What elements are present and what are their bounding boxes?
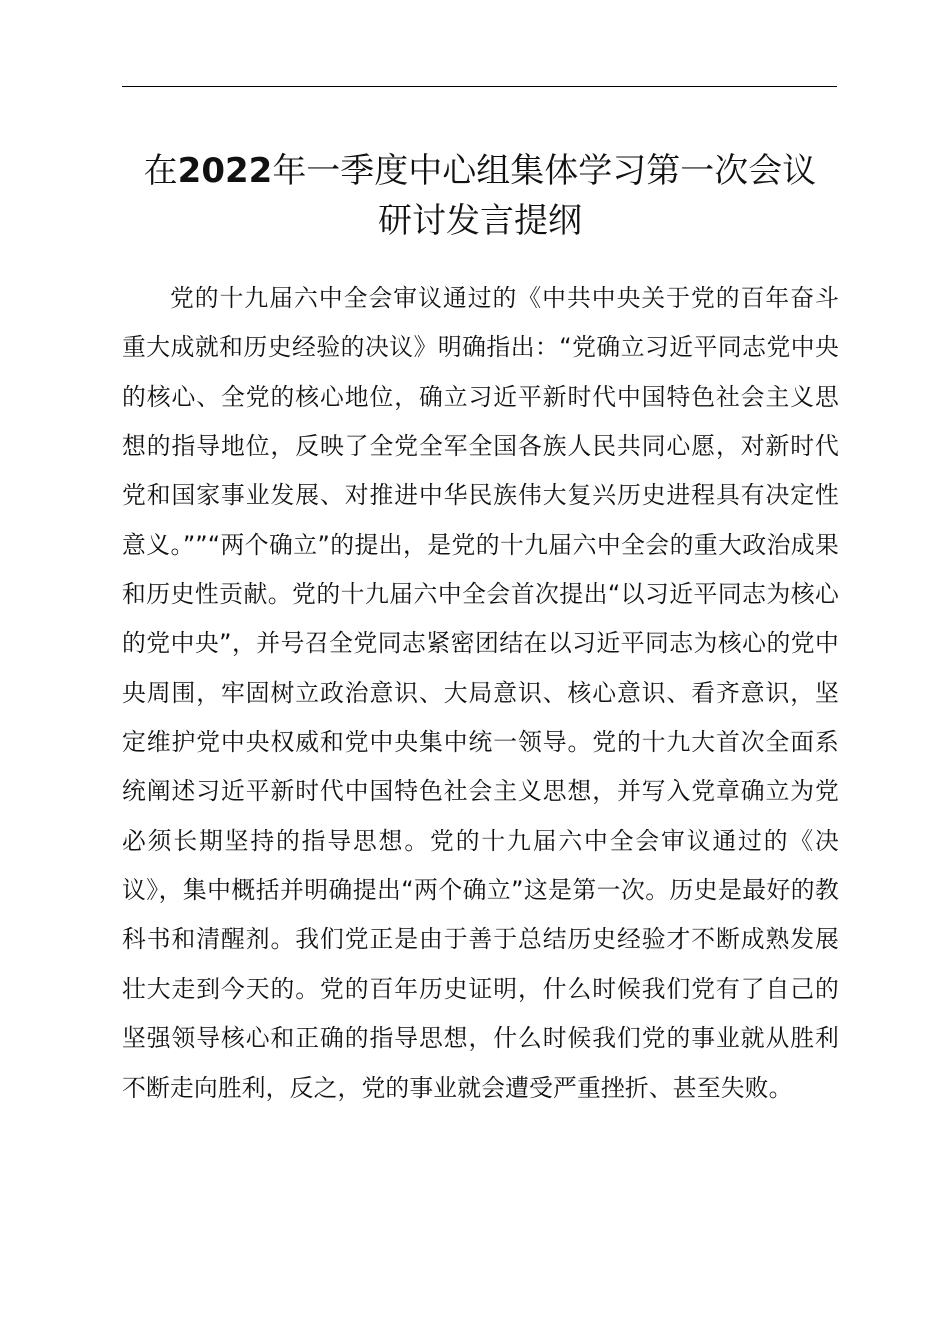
title-line2: 研讨发言提纲 [378, 201, 582, 241]
document-title [100, 146, 860, 246]
title-year: 2022 [177, 151, 273, 191]
title-line1-rest: 年一季度中心组集体学习第一次会议 [272, 151, 817, 191]
header-rule [122, 86, 837, 87]
title-prefix: 在 [143, 151, 178, 191]
body-paragraph: 党的十九届六中全会审议通过的《中共中央关于党的百年奋斗重大成就和历史经验的决议》明确指出：“党确立习近平同志党中央的核心、全党的核心地位，确立习近平新时代中国特色社会主义思想的指导地位，反映了全党全军全国各族人民共同心愿，对新时代党和国家事业发展、对推进中华民族伟大复兴历史进程具有决定性意义。””“两个确立”的提出，是党的十九届六中全会的重大政治成果和历史性贡献。党的十九届六中全会首次提出“以习近平同志为核心的党中央”，并号召全党同志紧密团结在以习近平同志为核心的党中央周围，牢固树立政治意识、大局意识、核心意识、看齐意识，坚定维护党中央权威和党中央集中统一领导。党的十九大首次全面系统阐述习近平新时代中国特色社会主义思想，并写入党章确立为党必须长期坚持的指导思想。党的十九届六中全会审议通过的《决议》，集中概括并明确提出“两个确立”这是第一次。历史是最好的教科书和清醒剂。我们党正是由于善于总结历史经验才不断成熟发展壮大走到今天的。党的百年历史证明，什么时候我们党有了自己的坚强领导核心和正确的指导思想，什么时候我们党的事业就从胜利不断走向胜利，反之，党的事业就会遭受严重挫折、甚至失败。 [122, 284, 839, 1102]
